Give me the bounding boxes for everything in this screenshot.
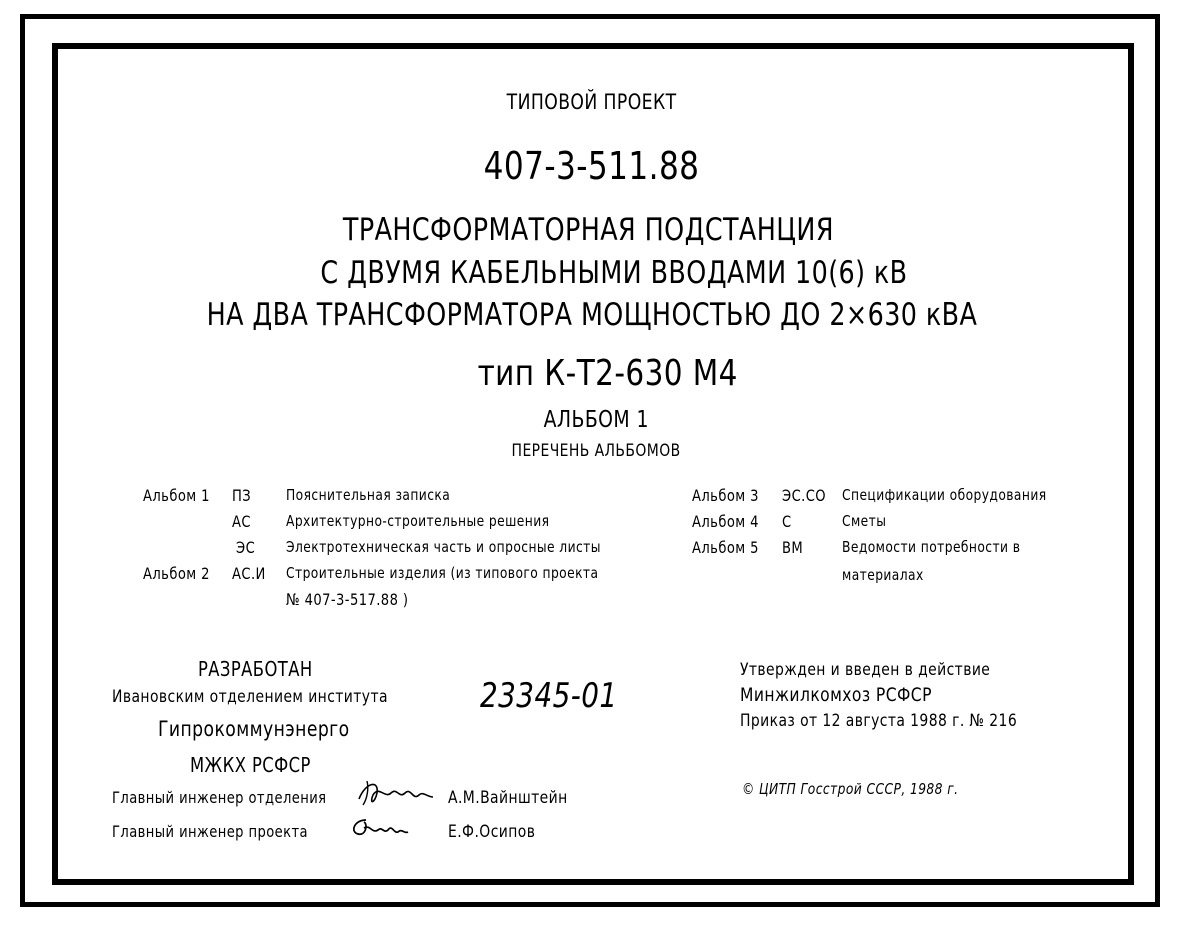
signature-mark (355, 775, 435, 809)
album-number: Альбом 5 (692, 538, 759, 557)
album-description: Электротехническая часть и опросные листы (286, 538, 601, 556)
approval-line-3: Приказ от 12 августа 1988 г. № 216 (740, 711, 1018, 731)
inventory-number: 23345-01 (480, 676, 618, 716)
title-line-3: НА ДВА ТРАНСФОРМАТОРА МОЩНОСТЬЮ ДО 2×630 кВА (206, 297, 978, 333)
developer-line-2: Гипрокоммунэнерго (158, 717, 350, 741)
copyright: © ЦИТП Госстрой СССР, 1988 г. (742, 780, 959, 798)
album-code: АС (232, 512, 251, 531)
signature-name: Е.Ф.Осипов (448, 822, 536, 842)
developer-line-1: Ивановским отделением института (112, 687, 388, 707)
album-description: Спецификации оборудования (842, 486, 1047, 504)
album-description: Архитектурно-строительные решения (286, 512, 550, 530)
approval-line-2: Минжилкомхоз РСФСР (740, 684, 932, 706)
approval-line-1: Утвержден и введен в действие (740, 660, 991, 680)
project-type-label: ТИПОВОЙ ПРОЕКТ (507, 90, 677, 114)
album-description: материалах (842, 566, 924, 584)
album-code: ВМ (782, 538, 804, 557)
title-type: тип К-Т2-630 М4 (477, 353, 739, 394)
album-code: ЭС.СО (782, 486, 827, 505)
developer-heading: РАЗРАБОТАН (198, 657, 313, 681)
album-label: АЛЬБОМ 1 (543, 407, 649, 433)
album-code: ЭС (236, 538, 256, 557)
album-description: Ведомости потребности в (842, 538, 1021, 556)
album-number: Альбом 2 (143, 564, 210, 583)
album-description: Пояснительная записка (286, 486, 451, 504)
signature-name: А.М.Вайнштейн (448, 788, 568, 808)
signature-role: Главный инженер отделения (112, 788, 327, 807)
album-code: С (782, 512, 792, 531)
album-code: АС.И (232, 564, 266, 583)
developer-line-3: МЖКХ РСФСР (190, 753, 311, 777)
album-number: Альбом 3 (692, 486, 759, 505)
album-number: Альбом 1 (143, 486, 210, 505)
album-description: Сметы (842, 512, 887, 530)
album-list-heading: ПЕРЕЧЕНЬ АЛЬБОМОВ (511, 441, 681, 461)
album-code: ПЗ (232, 486, 252, 505)
signature-mark (348, 814, 412, 842)
album-description: № 407-3-517.88 ) (286, 590, 409, 609)
title-line-1: ТРАНСФОРМАТОРНАЯ ПОДСТАНЦИЯ (342, 212, 834, 248)
signature-role: Главный инженер проекта (112, 822, 308, 841)
title-line-2: С ДВУМЯ КАБЕЛЬНЫМИ ВВОДАМИ 10(6) кВ (320, 255, 908, 291)
project-number: 407-3-511.88 (484, 144, 700, 188)
album-description: Строительные изделия (из типового проекта (286, 564, 599, 582)
album-number: Альбом 4 (692, 512, 759, 531)
